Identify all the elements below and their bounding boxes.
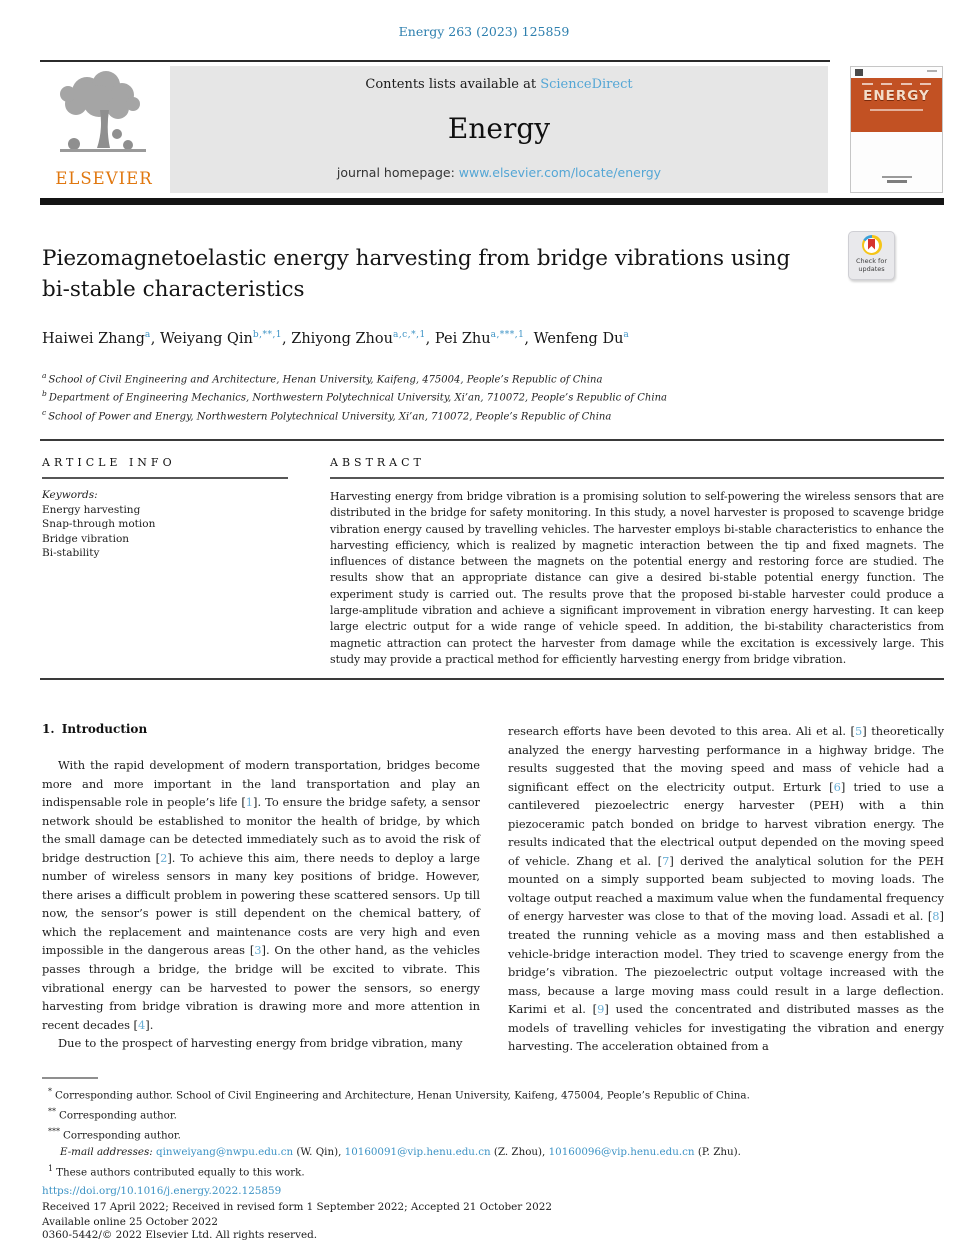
footnotes-block [42, 1084, 944, 1181]
author [42, 331, 160, 347]
footnote-corresponding-2: ** Corresponding author. [48, 1107, 177, 1122]
contents-line [365, 77, 632, 92]
journal-cover-thumbnail[interactable] [850, 66, 943, 193]
abstract-text: Harvesting energy from bridge vibration is a promising solution to self-powering the wireless sensors that are distributed in the bridge for safety monitoring. In this study, a novel harvester is proposed to scavenge bridge vibration energy caused by travelling vehicles. The harvester employs bi-stable characteristics to enhance the harvesting efficiency, which is realized by magnetic interaction between the tip and fixed magnets. The influences of distance between the magnets on the potential energy and restoring force are studied. The results show that an appropriate distance can give a desired bi-stable potential energy function. The experiment study is carried out. The results prove that the proposed bi-stable harvester could produce a large-amplitude vibration and achieve a significant improvement in vibration energy harvesting. It can keep large electric output for a wide range of vehicle speed. In addition, the bi-stability characteristics from magnetic attraction can protect the harvester from damage while the excitation is excessively large. This study may provide a practical method for efficiently harvesting energy from bridge vibration. [330, 490, 944, 666]
author-affil-link[interactable]: b,**,1 [252, 330, 283, 340]
body-column-right [508, 722, 944, 1056]
author-name: Haiwei Zhang [42, 330, 145, 347]
affiliation: $^b$ Department of Engineering Mechanics, Northwestern Polytechnical University, Xi’an, 710072, People’s Republic of China [42, 389, 667, 404]
email-link[interactable]: 10160096@vip.henu.edu.cn [548, 1146, 695, 1159]
email-owner: (Z. Zhou), [490, 1146, 549, 1159]
citation-ref[interactable]: 3 [254, 943, 262, 958]
author-list [42, 330, 922, 347]
author-affil-link[interactable]: a [144, 330, 151, 340]
elsevier-wordmark: ELSEVIER [55, 169, 153, 188]
masthead-divider-bar [40, 198, 944, 205]
citation-ref[interactable]: 5 [854, 724, 863, 738]
top-rule [40, 60, 830, 62]
author-separator: , [150, 330, 160, 347]
author-name: Pei Zhu [434, 330, 491, 347]
author-name: Wenfeng Du [533, 330, 624, 347]
journal-masthead-banner [170, 66, 828, 193]
author [435, 331, 534, 347]
abstract-rule [330, 477, 944, 479]
bookmark-icon [868, 239, 875, 250]
affiliation-list [42, 369, 667, 424]
author-affil-link[interactable]: a [623, 330, 630, 340]
email-label: E-mail addresses: [60, 1146, 153, 1159]
elsevier-logo [40, 66, 168, 193]
journal-title: Energy [447, 112, 551, 145]
available-online: Available online 25 October 2022 [42, 1216, 218, 1228]
email-owner: (P. Zhu). [694, 1146, 741, 1159]
footnote-corresponding-3: *** Corresponding author. [48, 1127, 181, 1142]
citation-ref[interactable]: 8 [932, 909, 940, 924]
citation-ref[interactable]: 4 [138, 1017, 146, 1032]
check-for-updates-badge[interactable] [848, 231, 895, 280]
citation-ref[interactable]: 7 [662, 853, 670, 868]
intro-paragraph-2: Due to the prospect of harvesting energy from bridge vibration, many [58, 1036, 463, 1051]
introduction-heading: 1. Introduction [42, 722, 148, 736]
citation-ref[interactable]: 9 [597, 1002, 605, 1017]
issn-copyright: 0360-5442/© 2022 Elsevier Ltd. All rights reserved. [42, 1229, 318, 1241]
article-title: Piezomagnetoelastic energy harvesting from bridge vibrations using bi-stable characteristics [42, 246, 791, 302]
keyword: Bi-stability [42, 547, 100, 560]
author [160, 331, 291, 347]
intro-paragraph-continued: research efforts have been devoted to this area. Ali et al. [5] theoretically analyzed the energy harvesting performance in a highway bridge. The results suggested that the moving speed and mass of vehicle had a significant effect on the electricity output. Erturk [6] tried to use a cantilevered piezoelectric energy harvester (PEH) with a thin piezoceramic patch bonded on bridge to harvest vibration energy. The results indicated that the electrical output depended on the moving speed of vehicle. Zhang et al. [7] derived the analytical solution for the PEH mounted on a simply supported beam subjected to moving loads. The voltage output reached a maximum value when the fundamental frequency of energy harvester was close to that of the moving load. Assadi et al. [8] treated the running vehicle as a moving mass and then established a vehicle-bridge interaction model. They tried to scavenge energy from the bridge’s vibration. The piezoelectric output voltage increased with the mass, because a large moving mass could result in a large deflection. Karimi et al. [9] used the concentrated and distributed masses as the models of travelling vehicles for investigating the vibration and energy harvesting. The acceleration obtained from a [508, 724, 944, 1054]
author-affil-link[interactable]: a,***,1 [490, 330, 525, 340]
keywords-block [42, 488, 155, 561]
homepage-line [337, 165, 661, 180]
author-separator: , [524, 330, 534, 347]
article-info-rule [42, 477, 288, 479]
body-column-left [42, 756, 480, 1053]
author-affil-link[interactable]: a,c,*,1 [392, 330, 426, 340]
keyword: Bridge vibration [42, 532, 130, 545]
author-name: Weiyang Qin [159, 330, 253, 347]
email-addresses-line [42, 1144, 944, 1161]
received-dates: Received 17 April 2022; Received in revised form 1 September 2022; Accepted 21 October 2022 [42, 1201, 552, 1213]
doi-link[interactable]: https://doi.org/10.1016/j.energy.2022.125859 [42, 1185, 282, 1197]
cover-crest-icon [855, 69, 863, 76]
author-separator: , [425, 330, 435, 347]
email-link[interactable]: qinweiyang@nwpu.edu.cn [155, 1146, 294, 1159]
citation-ref[interactable]: 2 [160, 850, 168, 865]
contents-prefix: Contents lists available at [365, 77, 541, 92]
cover-bottom-bars [851, 174, 942, 183]
email-link[interactable]: 10160091@vip.henu.edu.cn [344, 1146, 491, 1159]
author [291, 331, 435, 347]
crossmark-icon [862, 235, 882, 255]
footnote-rule [42, 1077, 98, 1079]
affiliation: $^a$ School of Civil Engineering and Architecture, Henan University, Kaifeng, 475004, People’s Republic of China [42, 371, 603, 386]
abstract-heading: ABSTRACT [330, 456, 425, 469]
homepage-prefix: journal homepage: [336, 165, 459, 180]
cover-top-bar [927, 70, 937, 72]
cover-subtitle-bar [870, 109, 923, 111]
cover-orange-panel [851, 78, 942, 132]
keyword: Energy harvesting [42, 503, 141, 516]
journal-citation: Energy 263 (2023) 125859 [398, 24, 570, 39]
keywords-label: Keywords: [42, 489, 98, 501]
footnote-equal-contribution: $^1$ These authors contributed equally to this work. [48, 1163, 305, 1179]
cover-journal-name: ENERGY [863, 88, 930, 104]
citation-ref[interactable]: 1 [245, 795, 254, 810]
affiliation: $^c$ School of Power and Energy, Northwestern Polytechnical University, Xi’an, 710072, People’s Republic of China [42, 407, 612, 422]
homepage-link[interactable]: www.elsevier.com/locate/energy [458, 165, 662, 180]
check-updates-label: Check for updates [856, 257, 887, 273]
author-name: Zhiyong Zhou [291, 330, 393, 347]
footnote-corresponding-1: * Corresponding author. School of Civil Engineering and Architecture, Henan University, Kaifeng, 475004, People’s Republic of China. [48, 1087, 750, 1102]
elsevier-tree-icon [54, 68, 154, 168]
cover-meta-bars [858, 83, 935, 85]
section-rule-top [40, 439, 944, 441]
email-owner: (W. Qin), [293, 1146, 345, 1159]
section-rule-bottom [40, 678, 944, 680]
keyword: Snap-through motion [42, 518, 156, 531]
citation-ref[interactable]: 6 [833, 779, 841, 794]
sciencedirect-link[interactable]: ScienceDirect [540, 77, 633, 92]
author-separator: , [282, 330, 292, 347]
intro-paragraph-1: With the rapid development of modern transportation, bridges become more and more important in the land transportation and play an indispensable role in people’s life [1]. To ensure the bridge safety, a sensor network should be established to monitor the health of bridge, by which the small damage can be detected immediately such as to avoid the risk of bridge destruction [2]. To achieve this aim, there needs to deploy a large number of wireless sensors in many key positions of bridge. However, there arises a difficult problem in powering these scattered sensors. Up till now, the sensor’s power is still dependent on the chemical battery, of which the replacement and maintenance costs are very high and even impossible in the dangerous areas [3]. On the other hand, as the vehicles passes through a bridge, the bridge will be excited to vibrate. This vibrational energy can be harvested to power the sensors, so energy harvesting from bridge vibration is drawing more and more attention in recent decades [4]. [42, 758, 481, 1032]
article-info-heading: ARTICLE INFO [42, 456, 176, 469]
author [534, 331, 630, 347]
